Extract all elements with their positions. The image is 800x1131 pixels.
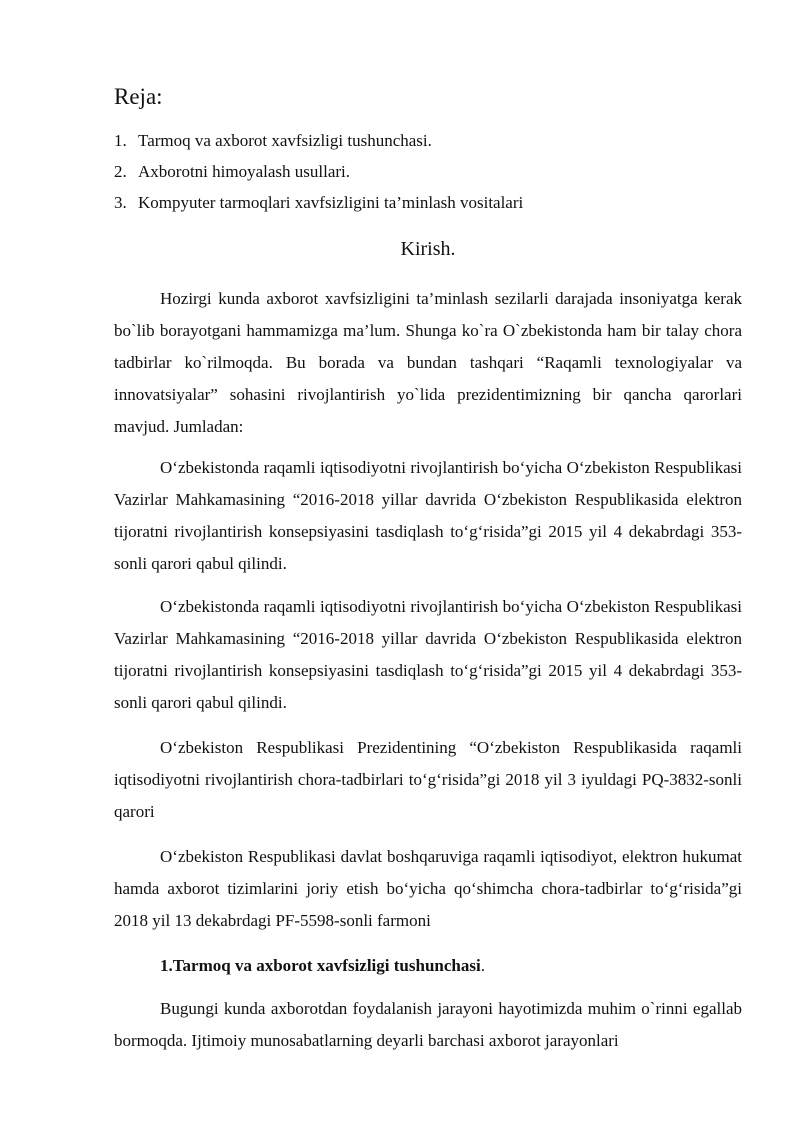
section-heading-period: . [480, 956, 485, 975]
intro-heading: Kirish. [400, 238, 456, 260]
section-heading-text: 1.Tarmoq va axborot xavfsizligi tushunchasi [160, 956, 481, 975]
section-paragraph: Bugungi kunda axborotdan foydalanish jarayoni hayotimizda muhim o`rinni egallab bormoqda. Ijtimoiy munosabatlarning deyarli barchasi axborot jarayonlari [114, 999, 742, 1050]
plan-item: 3. Kompyuter tarmoqlari xavfsizligini ta’minlash vositalari [114, 193, 524, 212]
intro-paragraph-4: O‘zbekiston Respublikasi Prezidentining “O‘zbekiston Respublikasida raqamli iqtisodiyotni rivojlantirish chora-tadbirlari to‘g‘risida”gi 2018 yil 3 iyuldagi PQ-3832-sonli qarori [114, 738, 742, 821]
intro-paragraph-5: O‘zbekiston Respublikasi davlat boshqaruviga raqamli iqtisodiyot, elektron hukumat hamda axborot tizimlarini joriy etish bo‘yicha qo‘shimcha chora-tadbirlar to‘g‘risida”gi 2018 yil 13 dekabrdagi PF-5598-sonli farmoni [114, 847, 742, 930]
intro-paragraph-3: O‘zbekistonda raqamli iqtisodiyotni rivojlantirish bo‘yicha O‘zbekiston Respublikasi Vazirlar Mahkamasining “2016-2018 yillar davrida O‘zbekiston Respublikasida elektron tijoratni rivojlantirish konsepsiyasini tasdiqlash to‘g‘risida”gi 2015 yil 4 dekabrdagi 353-sonli qarori qabul qilindi. [114, 597, 742, 712]
plan-list [114, 128, 523, 221]
plan-item-text: Axborotni himoyalash usullari. [138, 162, 351, 181]
plan-heading: Reja: [114, 84, 163, 109]
intro-paragraph-2: O‘zbekistonda raqamli iqtisodiyotni rivojlantirish bo‘yicha O‘zbekiston Respublikasi Vazirlar Mahkamasining “2016-2018 yillar davrida O‘zbekiston Respublikasida elektron tijoratni rivojlantirish konsepsiyasini tasdiqlash to‘g‘risida”gi 2015 yil 4 dekabrdagi 353-sonli qarori qabul qilindi. [114, 458, 742, 573]
plan-item: 2. Axborotni himoyalash usullari. [114, 162, 351, 181]
intro-paragraph-1: Hozirgi kunda axborot xavfsizligini ta’minlash sezilarli darajada insoniyatga kerak bo`lib borayotgani hammamizga ma’lum. Shunga ko`ra O`zbekistonda ham bir talay chora tadbirlar ko`rilmoqda. Bu borada va bundan tashqari “Raqamli texnologiyalar va innovatsiyalar” sohasini rivojlantirish yo`lida prezidentimizning bir qancha qarorlari mavjud. Jumladan: [114, 289, 742, 436]
plan-item-text: Tarmoq va axborot xavfsizligi tushunchasi. [138, 131, 432, 150]
section-heading [160, 951, 485, 981]
plan-item: 1. Tarmoq va axborot xavfsizligi tushunchasi. [114, 131, 432, 150]
plan-item-text: Kompyuter tarmoqlari xavfsizligini ta’minlash vositalari [138, 193, 524, 212]
